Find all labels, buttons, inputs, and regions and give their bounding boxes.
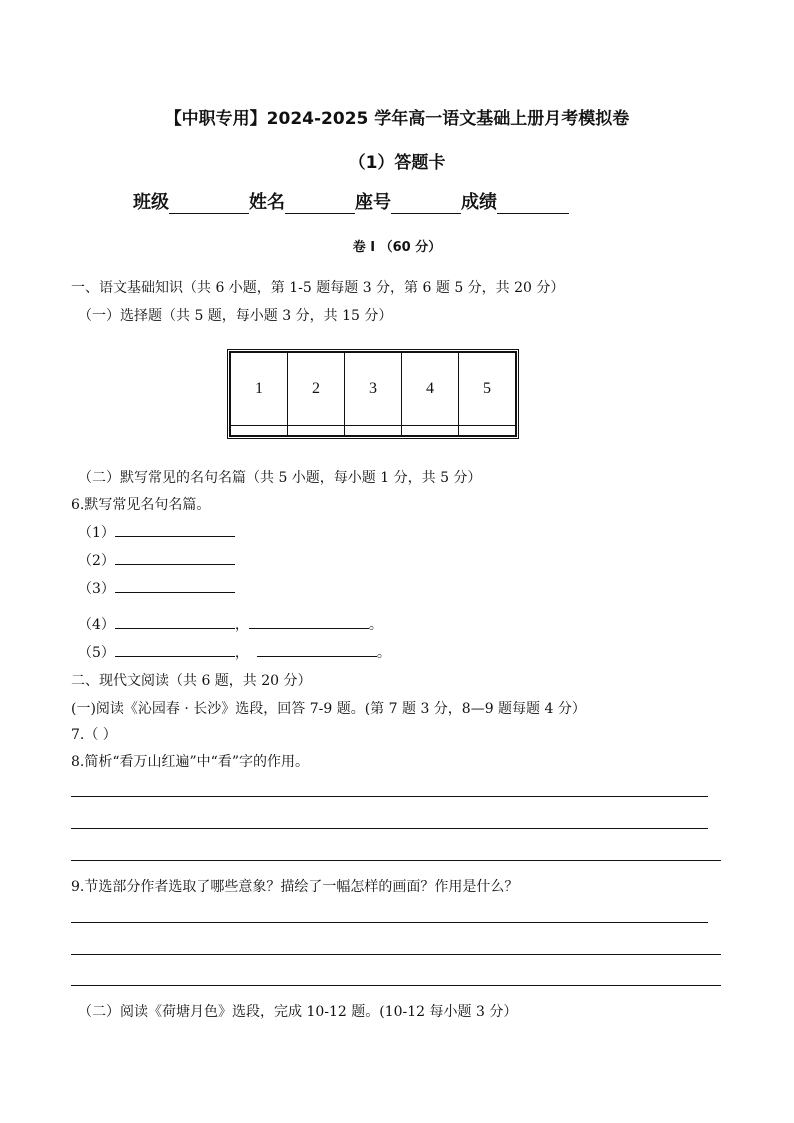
dictation-blank[interactable] [115, 550, 235, 565]
table-header-cell: 4 [402, 353, 459, 426]
dictation-blank[interactable] [115, 614, 235, 629]
dictation-item-2: （2） [78, 550, 235, 570]
answer-line[interactable] [71, 860, 721, 861]
answer-line[interactable] [71, 954, 721, 955]
dictation-item-1: （1） [78, 522, 235, 542]
table-header-cell: 5 [459, 353, 516, 426]
section2-part2-heading: （二）阅读《荷塘月色》选段，完成 10-12 题。(10-12 每小题 3 分） [78, 1004, 518, 1020]
table-header-cell: 3 [345, 353, 402, 426]
question-7: 7.（ ） [71, 727, 117, 743]
class-blank[interactable] [169, 193, 249, 214]
score-blank[interactable] [497, 193, 569, 214]
answer-table-answer-row [231, 425, 516, 435]
answer-table [227, 349, 519, 439]
dictation-item-3: （3） [78, 578, 235, 598]
dictation-blank[interactable] [115, 578, 235, 593]
question-8: 8.简析“看万山红遍”中“看”字的作用。 [71, 754, 309, 770]
dictation-blank[interactable] [115, 522, 235, 537]
dictation-blank[interactable] [115, 642, 235, 657]
dictation-item-5: （5） ， 。 [78, 642, 391, 662]
exam-title: 【中职专用】2024-2025 学年高一语文基础上册月考模拟卷 [164, 109, 630, 129]
answer-cell[interactable] [288, 425, 345, 435]
name-blank[interactable] [285, 193, 355, 214]
section2-part1-heading: (一)阅读《沁园春 · 长沙》选段，回答 7-9 题。(第 7 题 3 分，8—9 题每题 4 分） [71, 701, 586, 717]
volume-label: 卷 I （60 分） [352, 240, 442, 255]
answer-line[interactable] [71, 985, 721, 986]
seat-blank[interactable] [391, 193, 461, 214]
answer-cell[interactable] [345, 425, 402, 435]
question-6: 6.默写常见名句名篇。 [71, 497, 211, 513]
answer-table-header-row [231, 353, 516, 426]
dictation-blank[interactable] [257, 642, 377, 657]
answer-line[interactable] [71, 828, 708, 829]
answer-line[interactable] [71, 922, 708, 923]
part2-heading: （二）默写常见的名句名篇（共 5 小题，每小题 1 分，共 5 分） [78, 470, 482, 486]
table-header-cell: 2 [288, 353, 345, 426]
dictation-blank[interactable] [249, 614, 369, 629]
part1-heading: （一）选择题（共 5 题，每小题 3 分，共 15 分） [78, 308, 393, 324]
exam-subtitle: （1）答题卡 [348, 153, 446, 173]
answer-line[interactable] [71, 796, 708, 797]
student-info-row [133, 188, 569, 214]
score-label: 成绩 [461, 192, 497, 213]
section1-heading: 一、语文基础知识（共 6 小题，第 1-5 题每题 3 分，第 6 题 5 分，共 20 分） [71, 280, 565, 296]
answer-cell[interactable] [459, 425, 516, 435]
answer-cell[interactable] [402, 425, 459, 435]
class-label: 班级 [133, 192, 169, 213]
seat-label: 座号 [355, 192, 391, 213]
name-label: 姓名 [249, 192, 285, 213]
dictation-item-4: （4） ， 。 [78, 614, 383, 634]
question-9: 9.节选部分作者选取了哪些意象？描绘了一幅怎样的画面？作用是什么？ [71, 879, 519, 895]
section2-heading: 二、现代文阅读（共 6 题，共 20 分） [71, 673, 312, 689]
answer-cell[interactable] [231, 425, 288, 435]
table-header-cell: 1 [231, 353, 288, 426]
